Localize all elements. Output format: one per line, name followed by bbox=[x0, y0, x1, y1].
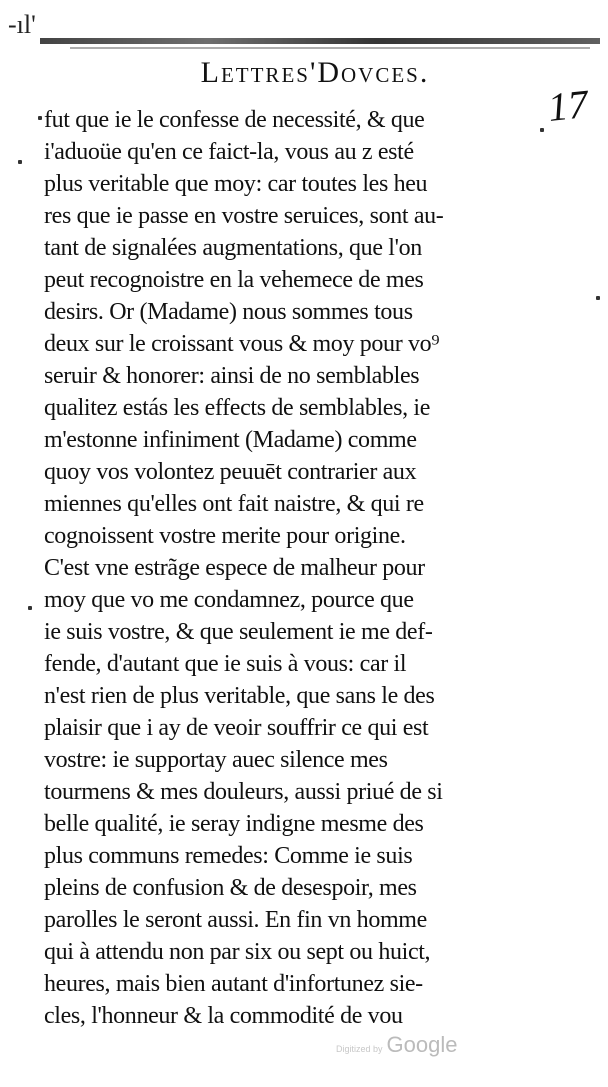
text-line: moy que vo me condamnez, pource que bbox=[44, 587, 414, 613]
text-line: fende, d'autant que ie suis à vous: car il bbox=[44, 651, 407, 677]
running-head: Lettres'Dovces. bbox=[200, 56, 430, 89]
text-line: miennes qu'elles ont fait naistre, & qui re bbox=[44, 491, 424, 517]
text-line: quoy vos volontez peuuēt contrarier aux bbox=[44, 459, 417, 485]
text-line: peut recognoistre en la vehemece de mes bbox=[44, 267, 424, 293]
ink-speck bbox=[596, 296, 600, 300]
text-line: seruir & honorer: ainsi de no semblables bbox=[44, 363, 420, 389]
text-line: qualitez estás les effects de semblables, ie bbox=[44, 395, 431, 421]
text-line: tourmens & mes douleurs, aussi priué de si bbox=[44, 779, 443, 805]
text-line: i'aduoüe qu'en ce faict-la, vous au z esté bbox=[44, 139, 414, 165]
text-line: deux sur le croissant vous & moy pour vo⁹ bbox=[44, 331, 440, 357]
text-line: heures, mais bien autant d'infortunez sie- bbox=[44, 971, 423, 997]
text-line: parolles le seront aussi. En fin vn homme bbox=[44, 907, 427, 933]
top-rule-thin bbox=[70, 47, 590, 49]
text-line: cles, l'honneur & la commodité de vou bbox=[44, 1003, 403, 1029]
top-rule bbox=[40, 38, 600, 44]
text-line: plus veritable que moy: car toutes les heu bbox=[44, 171, 428, 197]
ink-speck bbox=[540, 128, 544, 132]
text-line: desirs. Or (Madame) nous sommes tous bbox=[44, 299, 413, 325]
text-line: cognoissent vostre merite pour origine. bbox=[44, 523, 406, 549]
text-line: belle qualité, ie seray indigne mesme des bbox=[44, 811, 424, 837]
text-line: n'est rien de plus veritable, que sans le des bbox=[44, 683, 435, 709]
watermark-prefix: Digitized by bbox=[336, 1044, 383, 1054]
text-line: C'est vne estrãge espece de malheur pour bbox=[44, 555, 425, 581]
watermark-brand: Google bbox=[386, 1032, 458, 1057]
digitized-watermark bbox=[336, 1032, 457, 1058]
text-block bbox=[44, 104, 544, 1032]
corner-mark: -ıl' bbox=[8, 10, 36, 39]
text-line: m'estonne infiniment (Madame) comme bbox=[44, 427, 417, 453]
ink-speck bbox=[18, 160, 22, 164]
page-number: 17 bbox=[545, 81, 591, 130]
text-line: res que ie passe en vostre seruices, sont au- bbox=[44, 203, 444, 229]
text-line: tant de signalées augmentations, que l'on bbox=[44, 235, 422, 261]
text-line: fut que ie le confesse de necessité, & que bbox=[44, 107, 425, 133]
text-line: qui à attendu non par six ou sept ou huict, bbox=[44, 939, 431, 965]
text-line: vostre: ie supportay auec silence mes bbox=[44, 747, 388, 773]
text-line: plaisir que i ay de veoir souffrir ce qui est bbox=[44, 715, 429, 741]
text-line: ie suis vostre, & que seulement ie me def- bbox=[44, 619, 433, 645]
ink-speck bbox=[28, 606, 32, 610]
ink-speck bbox=[38, 116, 42, 120]
text-line: plus communs remedes: Comme ie suis bbox=[44, 843, 413, 869]
text-line: pleins de confusion & de desespoir, mes bbox=[44, 875, 417, 901]
